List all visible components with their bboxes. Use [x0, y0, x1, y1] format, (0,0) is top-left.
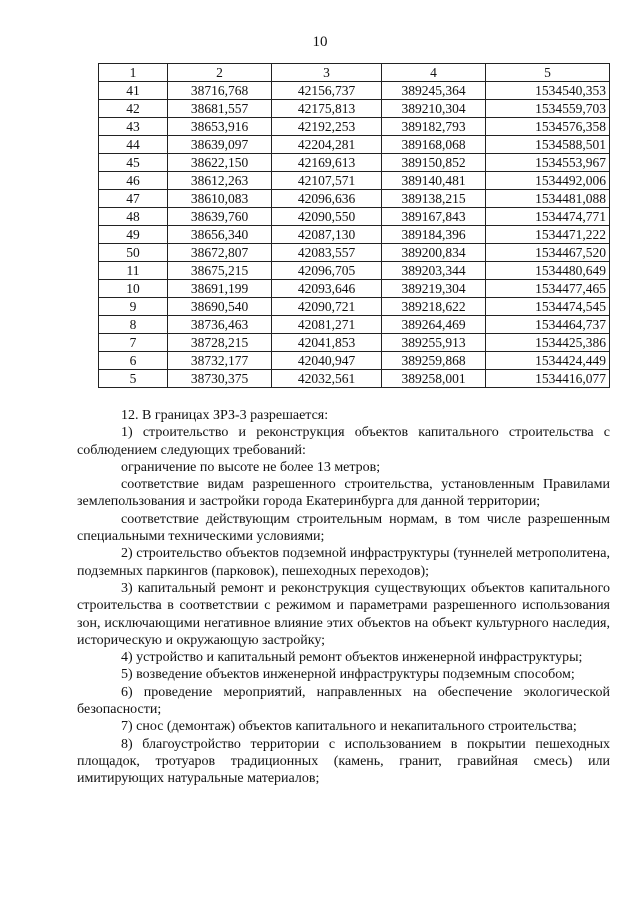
table-cell: 389168,068 — [382, 136, 486, 154]
table-cell: 1534474,771 — [486, 208, 610, 226]
header-cell-1: 1 — [99, 64, 168, 82]
table-cell: 42093,646 — [272, 280, 382, 298]
table-row — [99, 370, 610, 388]
table-cell: 389138,215 — [382, 190, 486, 208]
table-cell: 1534559,703 — [486, 100, 610, 118]
table-cell: 38732,177 — [168, 352, 272, 370]
table-row — [99, 226, 610, 244]
table-cell: 389218,622 — [382, 298, 486, 316]
table-cell: 11 — [99, 262, 168, 280]
table-cell: 389184,396 — [382, 226, 486, 244]
table-cell: 42175,813 — [272, 100, 382, 118]
table-row — [99, 172, 610, 190]
table-row — [99, 352, 610, 370]
table-cell: 5 — [99, 370, 168, 388]
table-row — [99, 316, 610, 334]
table-cell: 38672,807 — [168, 244, 272, 262]
table-cell: 1534474,545 — [486, 298, 610, 316]
header-cell-5: 5 — [486, 64, 610, 82]
paragraph: 8) благоустройство территории с использованием в покрытии пешеходных площадок, тротуаров традиционных (камень, гранит, гравийная смесь) или имитирующих натуральные материалов; — [77, 736, 610, 787]
table-cell: 38639,760 — [168, 208, 272, 226]
paragraph: ограничение по высоте не более 13 метров; — [121, 459, 381, 475]
table-cell: 389150,852 — [382, 154, 486, 172]
table-cell: 6 — [99, 352, 168, 370]
table-cell: 389210,304 — [382, 100, 486, 118]
table-row — [99, 82, 610, 100]
table-row — [99, 136, 610, 154]
paragraph: 5) возведение объектов инженерной инфраструктуры подземным способом; — [121, 667, 575, 683]
table-cell: 42096,705 — [272, 262, 382, 280]
table-cell: 389245,364 — [382, 82, 486, 100]
table-row — [99, 280, 610, 298]
table-cell: 1534588,501 — [486, 136, 610, 154]
table-cell: 389140,481 — [382, 172, 486, 190]
table-cell: 1534424,449 — [486, 352, 610, 370]
table-cell: 8 — [99, 316, 168, 334]
table-cell: 42 — [99, 100, 168, 118]
table-cell: 38675,215 — [168, 262, 272, 280]
table-cell: 45 — [99, 154, 168, 172]
table-cell: 49 — [99, 226, 168, 244]
table-cell: 7 — [99, 334, 168, 352]
table-row — [99, 154, 610, 172]
paragraph: соответствие действующим строительным нормам, в том числе разрешенным специальными техническими условиями; — [77, 511, 610, 545]
table-cell: 42090,721 — [272, 298, 382, 316]
table-cell: 1534576,358 — [486, 118, 610, 136]
table-cell: 389200,834 — [382, 244, 486, 262]
table-cell: 41 — [99, 82, 168, 100]
table-cell: 38736,463 — [168, 316, 272, 334]
table-cell: 38612,263 — [168, 172, 272, 190]
table-cell: 38730,375 — [168, 370, 272, 388]
table-cell: 1534471,222 — [486, 226, 610, 244]
paragraph: 12. В границах ЗРЗ-3 разрешается: — [121, 408, 329, 423]
table-row — [99, 334, 610, 352]
table-cell: 42192,253 — [272, 118, 382, 136]
table-cell: 38610,083 — [168, 190, 272, 208]
table-cell: 42032,561 — [272, 370, 382, 388]
table-row — [99, 208, 610, 226]
table-cell: 42156,737 — [272, 82, 382, 100]
table-cell: 44 — [99, 136, 168, 154]
table-cell: 46 — [99, 172, 168, 190]
regulation-text — [77, 407, 610, 788]
header-cell-3: 3 — [272, 64, 382, 82]
table-cell: 43 — [99, 118, 168, 136]
table-cell: 1534480,649 — [486, 262, 610, 280]
table-cell: 38728,215 — [168, 334, 272, 352]
table-cell: 1534540,353 — [486, 82, 610, 100]
table-cell: 38716,768 — [168, 82, 272, 100]
table-cell: 389203,344 — [382, 262, 486, 280]
table-row — [99, 244, 610, 262]
table-cell: 389259,868 — [382, 352, 486, 370]
page-number: 10 — [312, 34, 328, 50]
table-cell: 1534464,737 — [486, 316, 610, 334]
table-row — [99, 262, 610, 280]
table-cell: 42169,613 — [272, 154, 382, 172]
table-cell: 389264,469 — [382, 316, 486, 334]
paragraph: 6) проведение мероприятий, направленных на обеспечение экологической безопасности; — [77, 684, 610, 718]
paragraph: 7) снос (демонтаж) объектов капитального и некапитального строительства; — [121, 719, 577, 735]
paragraph: 4) устройство и капитальный ремонт объектов инженерной инфраструктуры; — [121, 650, 583, 666]
table-cell: 38691,199 — [168, 280, 272, 298]
table-cell: 42204,281 — [272, 136, 382, 154]
table-cell: 1534477,465 — [486, 280, 610, 298]
table-cell: 389258,001 — [382, 370, 486, 388]
paragraph: соответствие видам разрешенного строительства, установленным Правилами землепользования и застройки города Екатеринбурга для данной территории; — [77, 477, 610, 510]
paragraph: 3) капитальный ремонт и реконструкция существующих объектов капитального строительства в соответствии с режимом и параметрами разрешенного использования зон, исключающими негативное влияние этих объектов на объект культурного наследия, историческую и окружающую застройку; — [77, 580, 610, 648]
table-body — [99, 82, 610, 388]
table-cell: 42040,947 — [272, 352, 382, 370]
header-cell-2: 2 — [168, 64, 272, 82]
table-cell: 50 — [99, 244, 168, 262]
table-cell: 42096,636 — [272, 190, 382, 208]
table-row — [99, 100, 610, 118]
table-cell: 1534467,520 — [486, 244, 610, 262]
table-cell: 38653,916 — [168, 118, 272, 136]
table-cell: 1534416,077 — [486, 370, 610, 388]
table-cell: 389182,793 — [382, 118, 486, 136]
table-cell: 9 — [99, 298, 168, 316]
table-row — [99, 118, 610, 136]
table-cell: 42087,130 — [272, 226, 382, 244]
table-cell: 47 — [99, 190, 168, 208]
table-cell: 1534425,386 — [486, 334, 610, 352]
table-cell: 48 — [99, 208, 168, 226]
table-cell: 389219,304 — [382, 280, 486, 298]
table-cell: 42083,557 — [272, 244, 382, 262]
table-cell: 38639,097 — [168, 136, 272, 154]
table-cell: 1534481,088 — [486, 190, 610, 208]
header-cell-4: 4 — [382, 64, 486, 82]
table-cell: 1534553,967 — [486, 154, 610, 172]
table-row — [99, 298, 610, 316]
table-cell: 38656,340 — [168, 226, 272, 244]
table-cell: 389255,913 — [382, 334, 486, 352]
coordinates-table — [98, 63, 610, 388]
table-cell: 38681,557 — [168, 100, 272, 118]
table-cell: 42041,853 — [272, 334, 382, 352]
paragraph: 2) строительство объектов подземной инфраструктуры (туннелей метрополитена, подземных паркингов (парковок), пешеходных переходов); — [77, 546, 610, 579]
table-cell: 10 — [99, 280, 168, 298]
table-cell: 42090,550 — [272, 208, 382, 226]
table-cell: 42107,571 — [272, 172, 382, 190]
table-cell: 38690,540 — [168, 298, 272, 316]
table-cell: 389167,843 — [382, 208, 486, 226]
paragraph: 1) строительство и реконструкция объектов капитального строительства с соблюдением следующих требований: — [77, 425, 610, 458]
table-row — [99, 190, 610, 208]
table-cell: 38622,150 — [168, 154, 272, 172]
table-cell: 42081,271 — [272, 316, 382, 334]
table-header-row — [99, 64, 610, 82]
table-cell: 1534492,006 — [486, 172, 610, 190]
